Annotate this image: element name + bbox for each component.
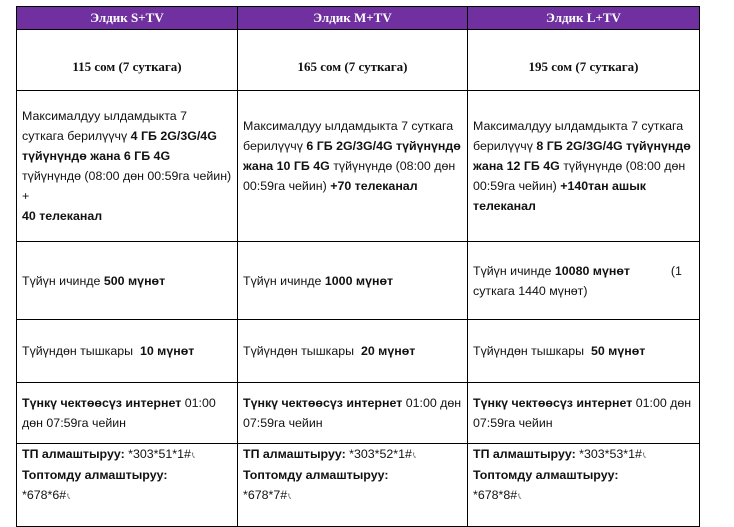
night-m: [238, 383, 468, 444]
group-code: *678*7#: [243, 488, 288, 502]
offnet-minutes: 50 мүнөт: [590, 344, 646, 358]
internet-row: [17, 91, 700, 242]
internet-text2: ГБ 2G/3G/4G түйүнүндө жана 10 ГБ 4G: [243, 139, 461, 173]
internet-text3: түйүнүндө (08:00 дөн 00:59га чейин) +: [22, 169, 232, 203]
price-s: 115 сом (7 суткага): [17, 30, 238, 91]
internet-s: [17, 91, 238, 242]
phone-icon: 📞︎: [67, 491, 71, 501]
offnet-row: [17, 320, 700, 383]
onnet-s: [17, 242, 238, 320]
onnet-prefix: Түйүн ичинде: [243, 273, 322, 288]
phone-icon: 📞︎: [288, 491, 292, 501]
onnet-m: [238, 242, 468, 320]
codes-row: [17, 444, 700, 527]
codes-s: [17, 444, 238, 527]
codes-m: [238, 444, 468, 527]
night-label: Түнкү чектөөсүз интернет: [243, 396, 403, 410]
group-code: *678*6#: [22, 488, 67, 502]
internet-text1: Максималдуу ылдамдыкта 7 суткага берилүүчү: [473, 119, 684, 153]
internet-text3: түйүнүндө (08:00 дөн 00:59га чейин): [473, 159, 686, 193]
plan-name-s: Элдик S+TV: [17, 7, 238, 30]
internet-tv: +140тан ашык телеканал: [473, 179, 646, 213]
night-row: [17, 383, 700, 444]
onnet-minutes: 500 мүнөт: [103, 273, 166, 288]
internet-m: [238, 91, 468, 242]
plan-name-m: Элдик M+TV: [238, 7, 468, 30]
internet-tv: +70 телеканал: [330, 179, 418, 193]
phone-icon: 📞︎: [518, 491, 522, 501]
group-code: *678*8#: [473, 488, 518, 502]
internet-text3: түйүнүндө (08:00 дөн 00:59га чейин): [243, 159, 456, 193]
night-time: 01:00 дөн 07:59га чейин: [473, 396, 692, 430]
group-label: Топтомду алмаштыруу:: [22, 468, 168, 482]
phone-icon: 📞︎: [412, 450, 417, 460]
offnet-prefix: Түйүндөн тышкары: [473, 344, 585, 358]
header-row: [17, 7, 700, 30]
group-label: Топтомду алмаштыруу:: [473, 468, 619, 482]
offnet-prefix: Түйүндөн тышкары: [22, 344, 134, 358]
night-time: 01:00 дөн 07:59га чейин: [22, 396, 216, 430]
offnet-minutes: 20 мүнөт: [360, 344, 416, 358]
night-s: [17, 383, 238, 444]
internet-l: [468, 91, 700, 242]
onnet-minutes: 1000 мүнөт: [324, 273, 394, 288]
offnet-m: [238, 320, 468, 383]
internet-gb: 4: [130, 129, 138, 143]
onnet-row: [17, 242, 700, 320]
tp-label: ТП алмаштыруу:: [473, 447, 576, 461]
onnet-l: [468, 242, 700, 320]
codes-l: [468, 444, 700, 527]
price-l: 195 сом (7 суткага): [468, 30, 700, 91]
night-label: Түнкү чектөөсүз интернет: [22, 396, 182, 410]
internet-text2: ГБ 2G/3G/4G түйүнүндө жана 6 ГБ 4G: [22, 129, 217, 163]
onnet-prefix: Түйүн ичинде: [473, 263, 552, 278]
offnet-l: [468, 320, 700, 383]
tariff-table: [16, 6, 700, 527]
group-label: Топтомду алмаштыруу:: [243, 468, 389, 482]
internet-gb: 8: [536, 139, 544, 153]
internet-text2: ГБ 2G/3G/4G түйүнүндө жана 12 ГБ 4G: [473, 139, 691, 173]
offnet-prefix: Түйүндөн тышкары: [243, 344, 355, 358]
night-time: 01:00 дөн 07:59га чейин: [243, 396, 462, 430]
price-m: 165 сом (7 суткага): [238, 30, 468, 91]
internet-tv: 40 телеканал: [22, 209, 103, 223]
offnet-minutes: 10 мүнөт: [139, 344, 195, 358]
offnet-s: [17, 320, 238, 383]
tp-code: *303*51*1#: [128, 447, 191, 461]
internet-text1: Максималдуу ылдамдыкта 7 суткага берилүүчү: [22, 109, 187, 143]
phone-icon: 📞︎: [191, 450, 196, 460]
internet-gb: 6: [306, 139, 314, 153]
phone-icon: 📞︎: [642, 450, 647, 460]
internet-text1: Максималдуу ылдамдыкта 7 суткага берилүүчү: [243, 119, 454, 153]
tp-code: *303*52*1#: [349, 447, 412, 461]
night-label: Түнкү чектөөсүз интернет: [473, 396, 633, 410]
tp-label: ТП алмаштыруу:: [243, 447, 346, 461]
tp-code: *303*53*1#: [579, 447, 642, 461]
onnet-minutes: 10080 мүнөт: [554, 263, 630, 278]
night-l: [468, 383, 700, 444]
onnet-suffix: (1 суткага 1440 мүнөт): [473, 263, 682, 298]
plan-name-l: Элдик L+TV: [468, 7, 700, 30]
onnet-prefix: Түйүн ичинде: [22, 273, 101, 288]
price-row: [17, 30, 700, 91]
tp-label: ТП алмаштыруу:: [22, 447, 125, 461]
